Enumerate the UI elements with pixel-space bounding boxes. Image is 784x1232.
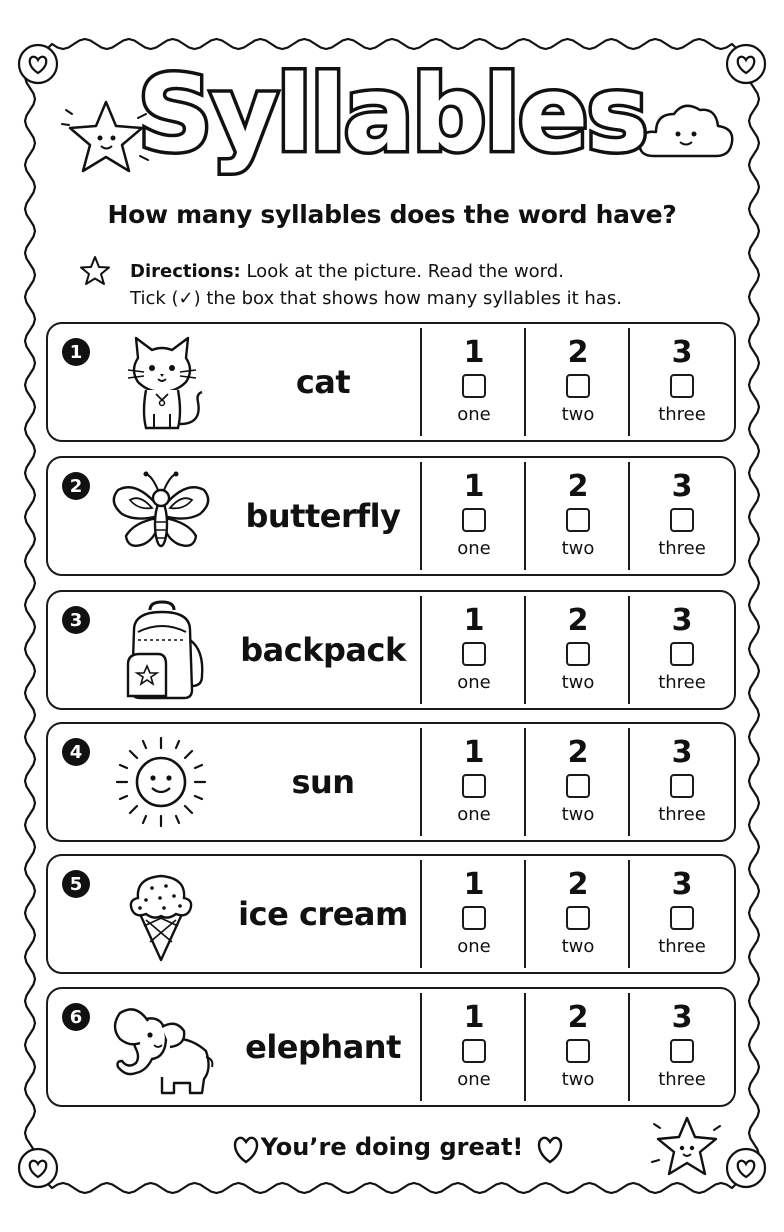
syllable-option — [628, 328, 734, 436]
worksheet-title: Syllables — [137, 53, 647, 175]
question-row — [46, 722, 736, 842]
directions-line-1: Look at the picture. Read the word. — [246, 261, 564, 282]
question-word: backpack — [240, 631, 406, 669]
question-row — [46, 987, 736, 1107]
syllable-word: one — [457, 672, 491, 693]
question-word: butterfly — [245, 497, 401, 535]
question-number: 3 — [62, 606, 90, 634]
syllable-option — [628, 860, 734, 968]
syllable-option — [420, 860, 526, 968]
syllable-checkbox[interactable] — [462, 774, 486, 798]
butterfly-icon — [106, 466, 216, 566]
syllable-word: one — [457, 1069, 491, 1090]
question-word: elephant — [245, 1028, 401, 1066]
syllable-word: two — [561, 804, 595, 825]
syllable-number: 2 — [567, 867, 589, 902]
syllable-number: 2 — [567, 469, 589, 504]
backpack-icon — [106, 600, 216, 700]
syllable-number: 1 — [463, 1000, 485, 1035]
syllable-number: 1 — [463, 469, 485, 504]
syllable-word: three — [658, 672, 706, 693]
footer-message: You’re doing great! — [260, 1133, 524, 1161]
syllable-word: two — [561, 404, 595, 425]
cat-icon — [106, 332, 216, 432]
syllable-word: three — [658, 936, 706, 957]
syllable-checkbox[interactable] — [462, 508, 486, 532]
syllable-word: two — [561, 1069, 595, 1090]
syllable-number: 1 — [463, 735, 485, 770]
syllable-number: 3 — [671, 335, 693, 370]
syllable-checkbox[interactable] — [670, 508, 694, 532]
syllable-checkbox[interactable] — [566, 1039, 590, 1063]
directions — [130, 258, 730, 312]
question-number: 6 — [62, 1003, 90, 1031]
syllable-option — [628, 993, 734, 1101]
syllable-word: one — [457, 404, 491, 425]
syllable-checkbox[interactable] — [670, 374, 694, 398]
directions-line-2: Tick (✓) the box that shows how many syllables it has. — [130, 288, 622, 309]
syllable-checkbox[interactable] — [566, 508, 590, 532]
syllable-number: 3 — [671, 1000, 693, 1035]
syllable-word: two — [561, 538, 595, 559]
question-row — [46, 456, 736, 576]
syllable-option — [524, 728, 630, 836]
question-number: 4 — [62, 738, 90, 766]
syllable-checkbox[interactable] — [566, 774, 590, 798]
syllable-word: three — [658, 804, 706, 825]
syllable-number: 3 — [671, 867, 693, 902]
syllable-option — [420, 596, 526, 704]
syllable-number: 3 — [671, 603, 693, 638]
directions-label: Directions: — [130, 261, 241, 282]
question-row — [46, 322, 736, 442]
question-word: ice cream — [238, 895, 408, 933]
syllable-option — [420, 462, 526, 570]
syllable-word: two — [561, 936, 595, 957]
star-icon — [78, 254, 112, 288]
syllable-word: three — [658, 404, 706, 425]
syllable-checkbox[interactable] — [670, 774, 694, 798]
question-number: 1 — [62, 338, 90, 366]
syllable-checkbox[interactable] — [670, 642, 694, 666]
question-row — [46, 854, 736, 974]
syllable-number: 2 — [567, 1000, 589, 1035]
syllable-checkbox[interactable] — [462, 1039, 486, 1063]
syllable-checkbox[interactable] — [462, 642, 486, 666]
sun-icon — [106, 732, 216, 832]
syllable-word: two — [561, 672, 595, 693]
worksheet-subtitle: How many syllables does the word have? — [107, 200, 677, 229]
syllable-option — [628, 596, 734, 704]
syllable-option — [628, 462, 734, 570]
syllable-number: 2 — [567, 335, 589, 370]
question-word: sun — [291, 763, 355, 801]
syllable-checkbox[interactable] — [670, 906, 694, 930]
question-row — [46, 590, 736, 710]
question-number: 5 — [62, 870, 90, 898]
syllable-option — [420, 993, 526, 1101]
syllable-checkbox[interactable] — [670, 1039, 694, 1063]
elephant-icon — [106, 997, 216, 1097]
syllable-number: 1 — [463, 867, 485, 902]
syllable-word: three — [658, 538, 706, 559]
syllable-checkbox[interactable] — [462, 374, 486, 398]
syllable-option — [524, 462, 630, 570]
syllable-option — [524, 596, 630, 704]
syllable-number: 1 — [463, 335, 485, 370]
syllable-number: 1 — [463, 603, 485, 638]
question-word: cat — [295, 363, 351, 401]
syllable-checkbox[interactable] — [462, 906, 486, 930]
syllable-number: 3 — [671, 469, 693, 504]
syllable-word: one — [457, 804, 491, 825]
syllable-option — [524, 328, 630, 436]
syllable-checkbox[interactable] — [566, 374, 590, 398]
question-number: 2 — [62, 472, 90, 500]
ice-cream-icon — [106, 864, 216, 964]
syllable-option — [420, 728, 526, 836]
star-face-icon — [648, 1112, 726, 1184]
syllable-checkbox[interactable] — [566, 642, 590, 666]
syllable-option — [524, 993, 630, 1101]
syllable-word: one — [457, 936, 491, 957]
syllable-checkbox[interactable] — [566, 906, 590, 930]
heart-icon — [532, 1132, 568, 1166]
syllable-number: 3 — [671, 735, 693, 770]
syllable-option — [524, 860, 630, 968]
syllable-number: 2 — [567, 735, 589, 770]
syllable-option — [420, 328, 526, 436]
syllable-option — [628, 728, 734, 836]
syllable-number: 2 — [567, 603, 589, 638]
syllable-word: one — [457, 538, 491, 559]
syllable-word: three — [658, 1069, 706, 1090]
